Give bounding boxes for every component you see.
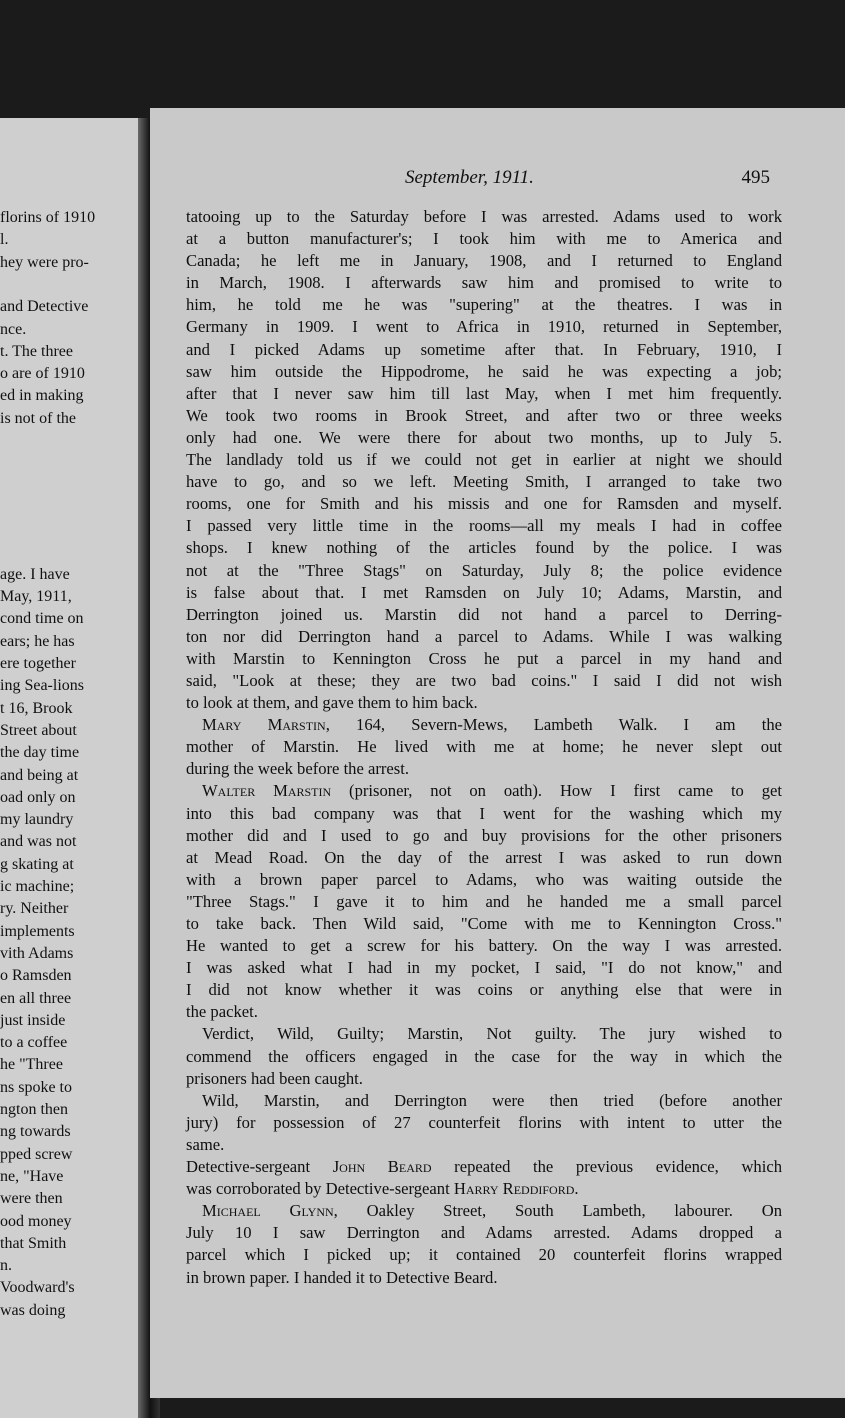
text-line: is false about that. I met Ramsden on July 10; Adams, Marstin, and (186, 582, 782, 602)
paragraph (186, 780, 782, 1023)
text-line: not at the "Three Stags" on Saturday, July 8; the police evidence (186, 560, 782, 580)
text-line: mother did and I used to go and buy provisions for the other prisoners (186, 825, 782, 845)
left-page-fragment: age. I have (0, 565, 70, 583)
text-line: same. (186, 1134, 225, 1154)
text-line: in brown paper. I handed it to Detective Beard. (186, 1267, 498, 1287)
running-head: September, 1911. (405, 167, 534, 188)
text-line: Derrington joined us. Marstin did not hand a parcel to Derring- (186, 604, 782, 624)
text-line: during the week before the arrest. (186, 759, 409, 779)
left-page-fragment: pped screw (0, 1145, 73, 1163)
left-page-fragment: ns spoke to (0, 1078, 72, 1096)
text-line: jury) for possession of 27 counterfeit florins with intent to utter the (186, 1112, 782, 1132)
left-page-fragment: was doing (0, 1301, 66, 1319)
text-line: and I picked Adams up sometime after that. In February, 1910, I (186, 339, 782, 359)
left-page-fragment: ngton then (0, 1101, 68, 1118)
left-page-fragment: t 16, Brook (0, 699, 73, 717)
text-line: July 10 I saw Derrington and Adams arrested. Adams dropped a (186, 1223, 782, 1243)
text-line: We took two rooms in Brook Street, and after two or three weeks (186, 405, 782, 425)
text-line: Germany in 1909. I went to Africa in 1910, returned in September, (186, 317, 782, 337)
left-page-fragment: the day time (0, 744, 80, 762)
text-line: The landlady told us if we could not get in earlier at night we should (186, 450, 782, 470)
left-page-fragment: ere together (0, 655, 76, 672)
text-line: saw him outside the Hippodrome, he said he was expecting a job; (186, 361, 782, 381)
page-header (405, 167, 770, 191)
text-line: Mary Marstin, 164, Severn-Mews, Lambeth Walk. I am the (202, 715, 782, 735)
left-page-fragment: ing Sea-lions (0, 677, 84, 695)
paragraph (186, 1200, 782, 1288)
left-page-fragment: g skating at (0, 855, 74, 873)
body-text (186, 206, 782, 1289)
left-page-fragment: ood money (0, 1212, 72, 1230)
left-page-fragment: and Detective (0, 298, 89, 316)
text-line: to take back. Then Wild said, "Come with me to Kennington Cross." (186, 914, 782, 933)
text-line: only had one. We were there for about two months, up to July 5. (186, 427, 782, 447)
left-page-fragment: Street about (0, 721, 77, 739)
text-line: Michael Glynn, Oakley Street, South Lambeth, labourer. On (202, 1201, 782, 1221)
left-page-fragment: n. (0, 1257, 12, 1275)
left-page-fragment: cond time on (0, 610, 84, 628)
text-line: have to go, and so we left. Meeting Smith, I arranged to take two (186, 472, 782, 492)
left-page-fragment: May, 1911, (0, 588, 72, 606)
text-line: Wild, Marstin, and Derrington were then tried (before another (202, 1090, 782, 1110)
left-page-fragment: l. (0, 231, 9, 249)
left-page-fragment: were then (0, 1190, 63, 1208)
text-line: Detective-sergeant John Beard repeated the previous evidence, which (186, 1157, 782, 1177)
left-page-fragment: ry. Neither (0, 900, 69, 918)
paragraph (186, 1090, 782, 1156)
text-line: to look at them, and gave them to him back. (186, 693, 478, 713)
text-line: I passed very little time in the rooms—all my meals I had in coffee (186, 516, 782, 536)
paragraph (186, 1023, 782, 1089)
text-line: prisoners had been caught. (186, 1068, 363, 1088)
left-page-fragment: en all three (0, 989, 72, 1007)
text-line: in March, 1908. I afterwards saw him and promised to write to (186, 273, 782, 293)
left-page-fragment: vith Adams (0, 944, 74, 962)
text-line: rooms, one for Smith and his missis and one for Ramsden and myself. (186, 494, 782, 514)
text-line: I was asked what I had in my pocket, I said, "I do not know," and (186, 958, 782, 978)
left-page-fragment: ed in making (0, 387, 84, 405)
left-page-fragment: to a coffee (0, 1034, 68, 1052)
left-page-fragment: is not of the (0, 409, 76, 427)
text-line: into this bad company was that I went for the washing which my (186, 803, 782, 823)
text-line: tatooing up to the Saturday before I was arrested. Adams used to work (186, 207, 782, 226)
text-line: him, he told me he was "supering" at the theatres. I was in (186, 295, 782, 315)
left-page-fragment: florins of 1910 (0, 209, 96, 226)
left-page (0, 118, 148, 1418)
paragraph (186, 1156, 782, 1200)
text-line: was corroborated by Detective-sergeant Harry Reddiford. (186, 1179, 579, 1199)
left-page-fragment: ears; he has (0, 632, 75, 650)
text-line: at Mead Road. On the day of the arrest I was asked to run down (186, 847, 782, 867)
left-page-fragment: and being at (0, 766, 79, 784)
text-line: He wanted to get a screw for his battery. On the way I was arrested. (186, 936, 782, 956)
text-line: said, "Look at these; they are two bad coins." I said I did not wish (186, 670, 782, 690)
left-page-fragment: o are of 1910 (0, 365, 85, 383)
text-line: Canada; he left me in January, 1908, and I returned to England (186, 251, 782, 271)
left-page-fragment: he "Three (0, 1056, 63, 1074)
text-line: parcel which I picked up; it contained 20 counterfeit florins wrapped (186, 1245, 782, 1265)
left-page-fragment: o Ramsden (0, 967, 72, 985)
text-line: I did not know whether it was coins or anything else that were in (186, 980, 782, 1000)
left-page-fragment: ne, "Have (0, 1167, 64, 1185)
left-page-fragment: that Smith (0, 1234, 67, 1252)
text-line: shops. I knew nothing of the articles found by the police. I was (186, 538, 782, 558)
text-line: mother of Marstin. He lived with me at home; he never slept out (186, 737, 782, 757)
text-line: commend the officers engaged in the case for the way in which the (186, 1046, 782, 1066)
text-line: after that I never saw him till last May, when I met him frequently. (186, 383, 782, 403)
left-page-fragment: ic machine; (0, 878, 75, 895)
left-page-fragment: Voodward's (0, 1279, 75, 1297)
text-line: with Marstin to Kennington Cross he put a parcel in my hand and (186, 648, 782, 668)
text-line: Walter Marstin (prisoner, not on oath). How I first came to get (202, 781, 782, 801)
page-number: 495 (741, 167, 770, 188)
left-page-fragment: hey were pro- (0, 253, 89, 271)
text-line: the packet. (186, 1002, 258, 1022)
text-line: at a button manufacturer's; I took him with me to America and (186, 229, 782, 249)
paragraph (186, 206, 782, 714)
left-page-fragment: oad only on (0, 788, 76, 806)
left-page-fragment: nce. (0, 320, 27, 338)
text-line: with a brown paper parcel to Adams, who was waiting outside the (186, 869, 782, 889)
left-page-fragment: t. The three (0, 342, 74, 360)
text-line: Verdict, Wild, Guilty; Marstin, Not guilty. The jury wished to (202, 1024, 782, 1044)
paragraph (186, 714, 782, 780)
text-line: ton nor did Derrington hand a parcel to Adams. While I was walking (186, 626, 782, 646)
left-page-fragment: implements (0, 922, 75, 940)
left-page-fragment: just inside (0, 1011, 66, 1029)
left-page-fragment: ng towards (0, 1123, 71, 1141)
left-page-fragment: and was not (0, 833, 77, 851)
left-page-fragment: my laundry (0, 811, 74, 829)
text-line: "Three Stags." I gave it to him and he handed me a small parcel (186, 891, 782, 911)
